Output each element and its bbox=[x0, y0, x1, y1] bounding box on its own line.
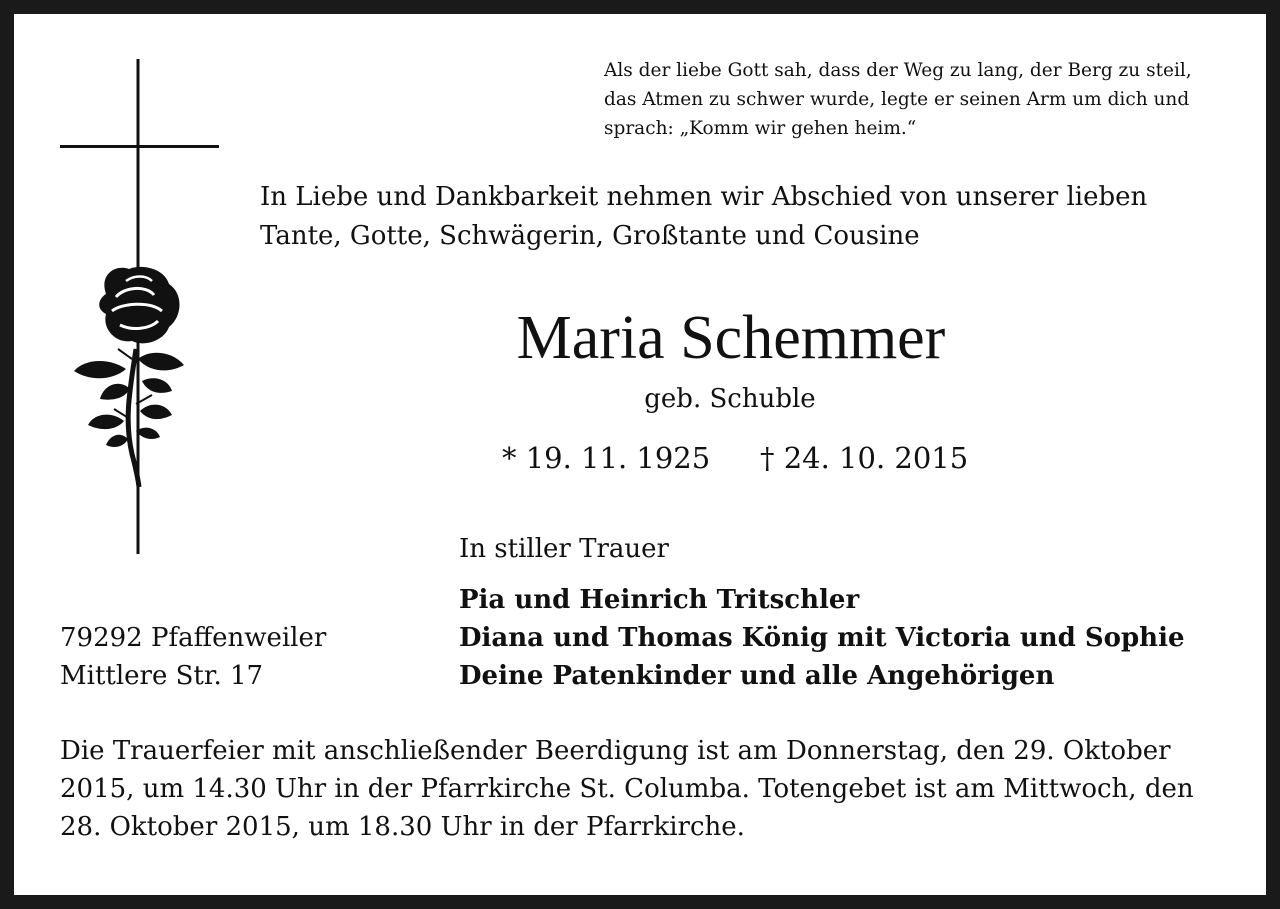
quote-line: das Atmen zu schwer wurde, legte er seinen Arm um dich und bbox=[604, 89, 1190, 110]
ceremony-line: Die Trauerfeier mit anschließender Beerdigung ist am Donnerstag, den 29. Oktober bbox=[60, 736, 1171, 766]
birth-date: * 19. 11. 1925 bbox=[502, 441, 711, 475]
obituary-card bbox=[14, 14, 1266, 895]
deceased-name: Maria Schemmer bbox=[516, 304, 946, 372]
intro-line: In Liebe und Dankbarkeit nehmen wir Abschied von unserer lieben bbox=[260, 182, 1148, 212]
mourner-entry: Pia und Heinrich Tritschler bbox=[459, 585, 860, 615]
maiden-name: geb. Schuble bbox=[644, 384, 816, 414]
intro-text bbox=[260, 178, 1147, 256]
quote-line: sprach: „Komm wir gehen heim.“ bbox=[604, 118, 917, 139]
quote-text bbox=[604, 56, 1244, 143]
intro-line: Tante, Gotte, Schwägerin, Großtante und Cousine bbox=[260, 221, 920, 251]
address-block bbox=[60, 619, 326, 695]
address-line: 79292 Pfaffenweiler bbox=[60, 623, 327, 653]
mourner-entry: Diana und Thomas König mit Victoria und Sophie bbox=[459, 623, 1185, 653]
mourners-list bbox=[459, 581, 1185, 695]
ceremony-details bbox=[60, 732, 1194, 846]
mourner-entry: Deine Patenkinder und alle Angehörigen bbox=[459, 661, 1055, 691]
ceremony-line: 2015, um 14.30 Uhr in der Pfarrkirche St. Columba. Totengebet ist am Mittwoch, den bbox=[60, 774, 1194, 804]
death-date: † 24. 10. 2015 bbox=[760, 441, 969, 475]
ceremony-line: 28. Oktober 2015, um 18.30 Uhr in der Pfarrkirche. bbox=[60, 812, 745, 842]
quote-line: Als der liebe Gott sah, dass der Weg zu lang, der Berg zu steil, bbox=[604, 60, 1192, 81]
mourning-heading: In stiller Trauer bbox=[459, 534, 669, 564]
address-line: Mittlere Str. 17 bbox=[60, 661, 264, 691]
